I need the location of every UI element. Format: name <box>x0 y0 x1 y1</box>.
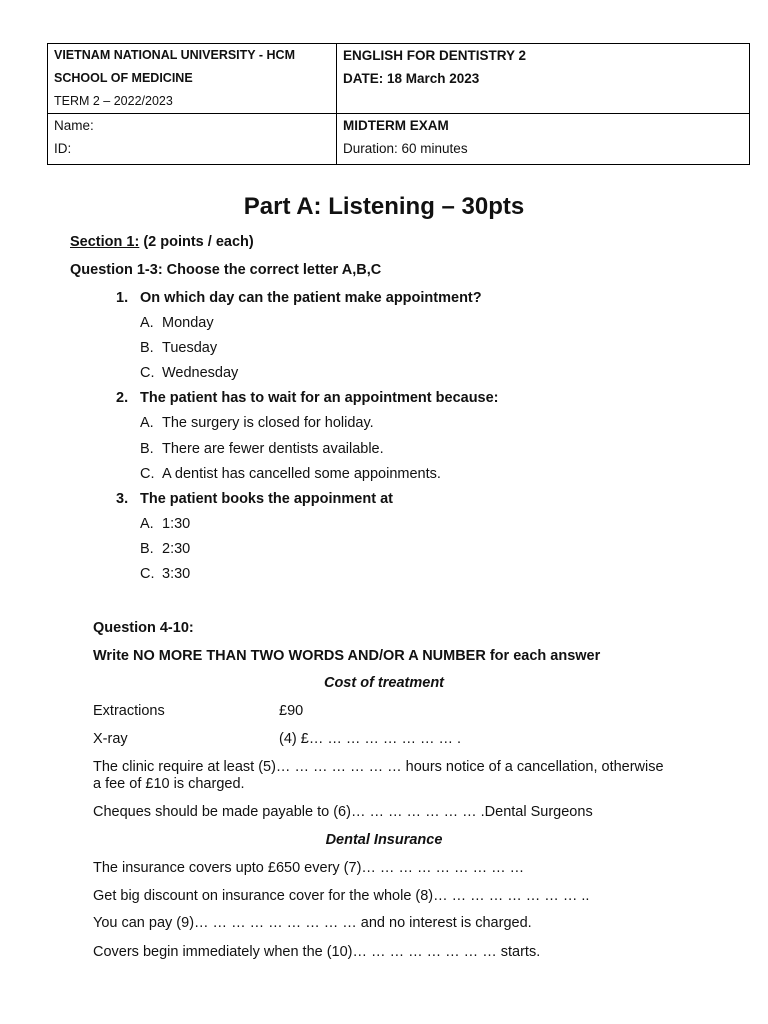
institution-cell <box>48 44 337 114</box>
option-letter: A. <box>140 415 154 431</box>
option-letter: C. <box>140 566 155 582</box>
exam-info-cell <box>337 114 750 165</box>
question-7: The insurance covers upto £650 every (7)… … … … … … … … … <box>93 860 525 876</box>
question-3-option-b <box>140 540 190 558</box>
term-label: TERM 2 – 2022/2023 <box>54 94 173 108</box>
question-1-number: 1. <box>116 290 129 306</box>
exam-title: MIDTERM EXAM <box>343 118 449 133</box>
question-3 <box>116 490 393 508</box>
question-3-number: 3. <box>116 491 129 507</box>
section-1-label: Section 1: <box>70 234 140 250</box>
question-10: Covers begin immediately when the (10)… … … … … … … … starts. <box>93 944 541 960</box>
option-text: Monday <box>162 315 214 331</box>
xray-label: X-ray <box>93 731 128 747</box>
section-2-instruction: Write NO MORE THAN TWO WORDS AND/OR A NUMBER for each answer <box>93 648 601 664</box>
option-letter: A. <box>140 315 154 331</box>
exam-duration: Duration: 60 minutes <box>343 141 468 156</box>
option-text: Wednesday <box>162 365 239 381</box>
option-text: 1:30 <box>162 516 191 532</box>
question-1-text: On which day can the patient make appointment? <box>140 290 482 306</box>
question-5-line-2: a fee of £10 is charged. <box>93 776 245 792</box>
name-label: Name: <box>54 118 94 133</box>
question-1-option-a <box>140 314 214 332</box>
extractions-label: Extractions <box>93 703 165 719</box>
question-3-option-a <box>140 515 190 533</box>
option-text: The surgery is closed for holiday. <box>162 415 374 431</box>
option-letter: A. <box>140 516 154 532</box>
option-letter: C. <box>140 466 155 482</box>
option-letter: C. <box>140 365 155 381</box>
exam-date: DATE: 18 March 2023 <box>343 71 480 86</box>
id-label: ID: <box>54 141 72 156</box>
question-2-option-a <box>140 414 374 432</box>
extractions-value: £90 <box>279 703 304 719</box>
student-info-cell <box>48 114 337 165</box>
question-2-option-b <box>140 440 384 458</box>
option-text: A dentist has cancelled some appoinments. <box>162 466 441 482</box>
question-2-option-c <box>140 465 441 483</box>
option-text: Tuesday <box>162 340 218 356</box>
exam-header-table <box>47 43 750 165</box>
question-1-option-b <box>140 339 217 357</box>
question-1-option-c <box>140 364 238 382</box>
section-1-heading <box>70 233 254 251</box>
question-1 <box>116 289 482 307</box>
section-1-instruction: Question 1-3: Choose the correct letter A,B,C <box>70 262 382 278</box>
option-text: 2:30 <box>162 541 191 557</box>
question-3-option-c <box>140 565 190 583</box>
option-letter: B. <box>140 541 154 557</box>
course-name: ENGLISH FOR DENTISTRY 2 <box>343 48 527 63</box>
question-9: You can pay (9)… … … … … … … … … and no interest is charged. <box>93 915 532 931</box>
school-name: SCHOOL OF MEDICINE <box>54 71 193 85</box>
course-cell <box>337 44 750 114</box>
question-8: Get big discount on insurance cover for the whole (8)… … … … … … … … .. <box>93 888 590 904</box>
section-1-points: (2 points / each) <box>139 234 254 250</box>
question-5-line-1: The clinic require at least (5)… … … … … … … hours notice of a cancellation, otherwise <box>93 759 664 775</box>
xray-blank: (4) £… … … … … … … … . <box>279 731 462 747</box>
university-name: VIETNAM NATIONAL UNIVERSITY - HCM <box>54 48 295 62</box>
section-2-title: Question 4-10: <box>93 620 194 636</box>
option-letter: B. <box>140 340 154 356</box>
part-title: Part A: Listening – 30pts <box>243 193 525 220</box>
question-6: Cheques should be made payable to (6)… … … … … … … .Dental Surgeons <box>93 804 593 820</box>
option-text: There are fewer dentists available. <box>162 441 384 457</box>
question-2-number: 2. <box>116 390 129 406</box>
question-3-text: The patient books the appoinment at <box>140 491 393 507</box>
dental-insurance-title: Dental Insurance <box>325 832 443 848</box>
option-text: 3:30 <box>162 566 191 582</box>
question-2 <box>116 389 499 407</box>
cost-of-treatment-title: Cost of treatment <box>323 675 445 691</box>
option-letter: B. <box>140 441 154 457</box>
question-2-text: The patient has to wait for an appointment because: <box>140 390 499 406</box>
